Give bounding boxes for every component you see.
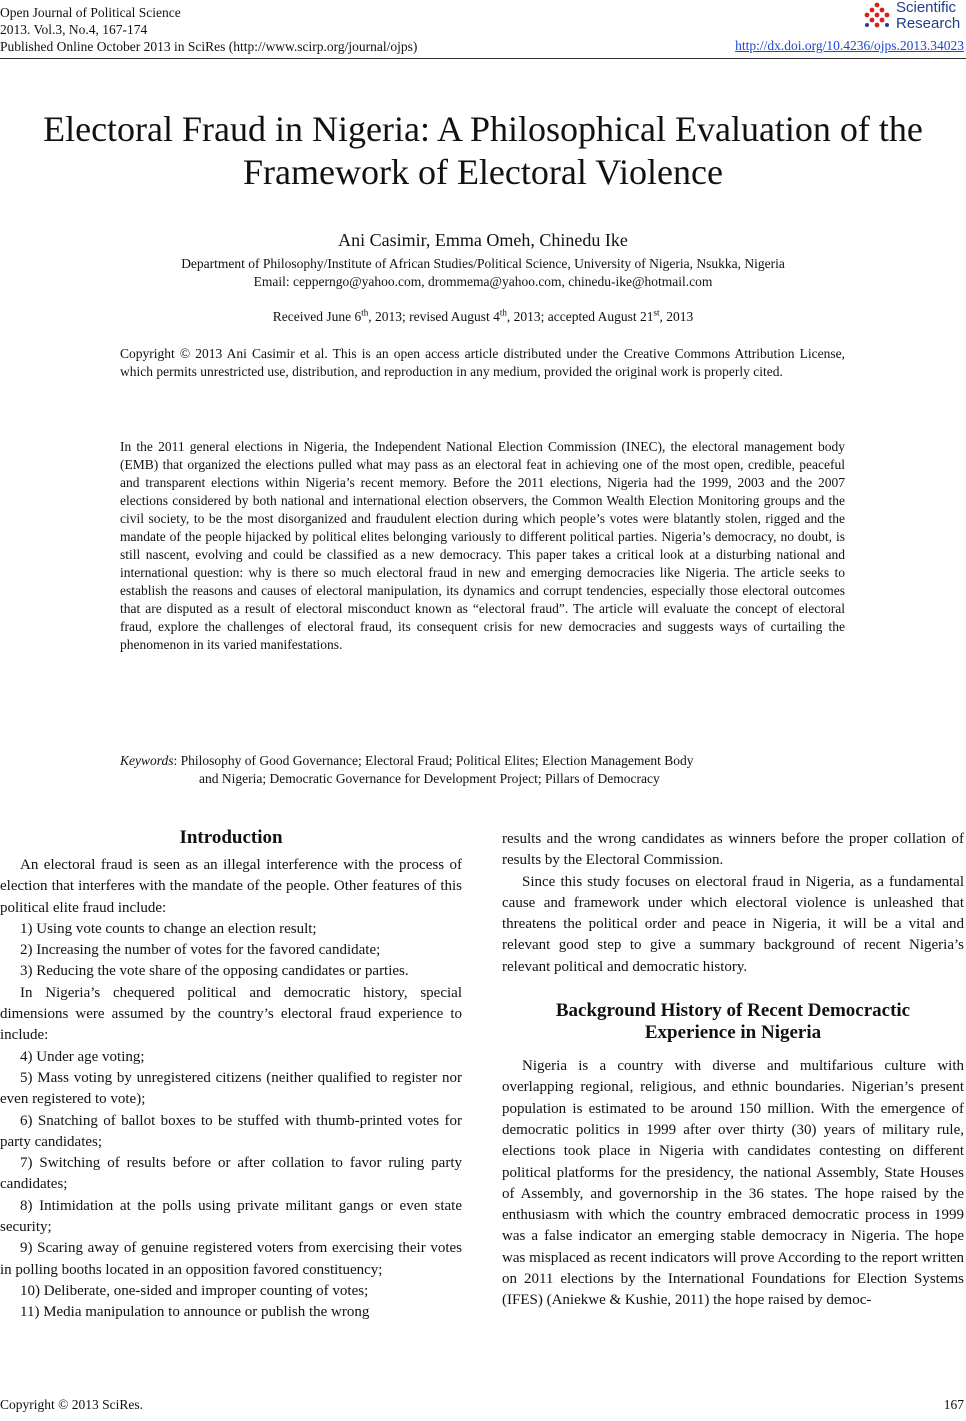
diamond-dots-icon: [862, 2, 892, 32]
introduction-heading: Introduction: [179, 827, 283, 848]
received-part-b: , 2013; revised August 4: [368, 309, 500, 324]
keywords: [120, 752, 845, 788]
background-heading-line-2: Experience in Nigeria: [644, 1022, 822, 1044]
paragraph: In Nigeria’s chequered political and democratic history, special dimensions were assumed by the country’s electoral fraud experience to include:: [0, 984, 462, 1044]
list-item: 4) Under age voting;: [20, 1048, 145, 1065]
list-item: 1) Using vote counts to change an election result;: [20, 920, 317, 937]
paragraph: Since this study focuses on electoral fraud in Nigeria, as a fundamental cause and framework under which electoral violence is unleashed that threatens the political order and peace in Nigeria, it will be a vital and relevant good step to give a summary background of recent Nigeria’s relevant political and democratic history.: [502, 873, 964, 975]
title-line-2: Framework of Electoral Violence: [243, 152, 723, 192]
background-heading-line-1: Background History of Recent Democractic: [555, 1000, 911, 1022]
affiliation-block: [0, 255, 966, 291]
page-number: 167: [943, 1397, 964, 1412]
logo-wordmark: [896, 0, 960, 31]
copyright-notice: Copyright © 2013 Ani Casimir et al. This is an open access article distributed under the Creative Commons Attribution License, which permits unrestricted use, distribution, and reproduction in any medium, provided the original work is properly cited.: [120, 346, 845, 379]
abstract: In the 2011 general elections in Nigeria, the Independent National Election Commission (INEC), the electoral management body (EMB) that organized the elections pulled what may pass as an electoral feat in achieving one of the most open, credible, peaceful and transparent elections within Nigeria’s recent memory. Before the 2011 elections, Nigeria had the 1999, 2003 and the 2007 elections considered by both national and international election observers, the Common Wealth Election Monitoring groups and the civil society, to be the most disorganized and fraudulent election during which people’s votes were blatantly stolen, rigged and the mandate of the people hijacked by political elites belonging variously to different political parties. Nigeria’s democracy, no doubt, is still nascent, evolving and could be classified as a new democracy. This paper takes a critical look at a disturbing national and international question: why is there so much electoral fraud in new and emerging democracies like Nigeria. The article seeks to establish the reasons and causes of electoral manipulation, its dynamics and corrupt tendencies, especially those electoral outcomes that are disputed as a result of electoral misconduct known as “electoral fraud”. The article will evaluate the concept of electoral fraud, explore the challenges of electoral fraud, its consequent crisis for new democracies and suggests ways of curtailing the phenomenon in its varied manifestations.: [120, 439, 845, 652]
list-item: 6) Snatching of ballot boxes to be stuffed with thumb-printed votes for party candidates;: [0, 1112, 462, 1150]
paragraph: An electoral fraud is seen as an illegal interference with the process of election that interferes with the mandate of the people. Other features of this political elite fraud include:: [0, 857, 462, 916]
list-item: 3) Reducing the vote share of the opposing candidates or parties.: [20, 963, 409, 980]
left-column: [0, 827, 462, 1324]
journal-name: Open Journal of Political Science: [0, 5, 181, 20]
paragraph: results and the wrong candidates as winners before the proper collation of results by the Electoral Commission.: [502, 831, 964, 869]
logo-line-2: Research: [896, 14, 961, 32]
list-item: 9) Scaring away of genuine registered voters from exercising their votes in polling booths located in an opposition favored constituency;: [0, 1240, 462, 1278]
doi-link[interactable]: http://dx.doi.org/10.4236/ojps.2013.34023: [735, 38, 964, 53]
footer-copyright: Copyright © 2013 SciRes.: [0, 1397, 144, 1412]
received-sup-3: st: [653, 307, 660, 318]
journal-volume: 2013. Vol.3, No.4, 167-174: [0, 22, 148, 37]
background-heading: [502, 1000, 964, 1044]
received-part-a: Received June 6: [272, 309, 362, 324]
list-item: 8) Intimidation at the polls using private militant gangs or even state security;: [0, 1197, 462, 1236]
affiliation: Department of Philosophy/Institute of African Studies/Political Science, University of Nigeria, Nsukka, Nigeria: [181, 256, 785, 271]
received-part-d: , 2013: [659, 309, 694, 324]
paper-title: [0, 108, 966, 194]
list-item: 10) Deliberate, one-sided and improper counting of votes;: [20, 1282, 369, 1299]
email-line: Email: cepperngo@yahoo.com, drommema@yahoo.com, chinedu-ike@hotmail.com: [253, 274, 713, 289]
received-dates: [0, 309, 966, 325]
journal-info: [0, 4, 417, 55]
paragraph: Nigeria is a country with diverse and multifarious culture with overlapping regional, religious, and ethnic boundaries. Nigerian’s present population is estimated to be around 150 million. With the emergence of democratic politics in 1999 after over thirty (30) years of military rule, elections took place in Nigeria with candidates contesting on different political platforms for the presidency, the national Assembly, State Houses of Assembly, and governorship in the 36 states. The hope raised by the enthusiasm with which the country embraced democratic process in 1999 was a false indicator an emerging stable democracy in Nigeria. The hope was misplaced as recent indicators will prove According to the report written on 2011 elections by the International Foundations for Election Systems (IFES) (Aniekwe & Kushie, 2011) the hope raised by democ-: [502, 1058, 964, 1309]
list-item: 7) Switching of results before or after collation to favor ruling party candidates;: [0, 1155, 462, 1193]
logo-line-1: Scientific: [896, 0, 957, 16]
list-item: 5) Mass voting by unregistered citizens (neither qualified to register nor even registered to vote);: [0, 1069, 462, 1108]
right-column: [502, 829, 964, 1312]
list-item: 2) Increasing the number of votes for the favored candidate;: [20, 942, 381, 959]
journal-published: Published Online October 2013 in SciRes (http://www.scirp.org/journal/ojps): [0, 39, 418, 54]
keywords-line-2: and Nigeria; Democratic Governance for Development Project; Pillars of Democracy: [199, 771, 660, 786]
keywords-line-1: : Philosophy of Good Governance; Electoral Fraud; Political Elites; Election Management Body: [173, 753, 694, 768]
authors: Ani Casimir, Emma Omeh, Chinedu Ike: [338, 230, 628, 250]
received-sup-2: th: [499, 307, 507, 318]
publisher-logo: [862, 0, 964, 34]
title-line-1: Electoral Fraud in Nigeria: A Philosophical Evaluation of the: [43, 109, 923, 149]
received-part-c: , 2013; accepted August 21: [506, 309, 654, 324]
keywords-label: Keywords: [120, 753, 174, 768]
list-item: 11) Media manipulation to announce or publish the wrong: [20, 1304, 370, 1321]
header-divider: [0, 58, 966, 59]
received-sup-1: th: [361, 307, 369, 318]
